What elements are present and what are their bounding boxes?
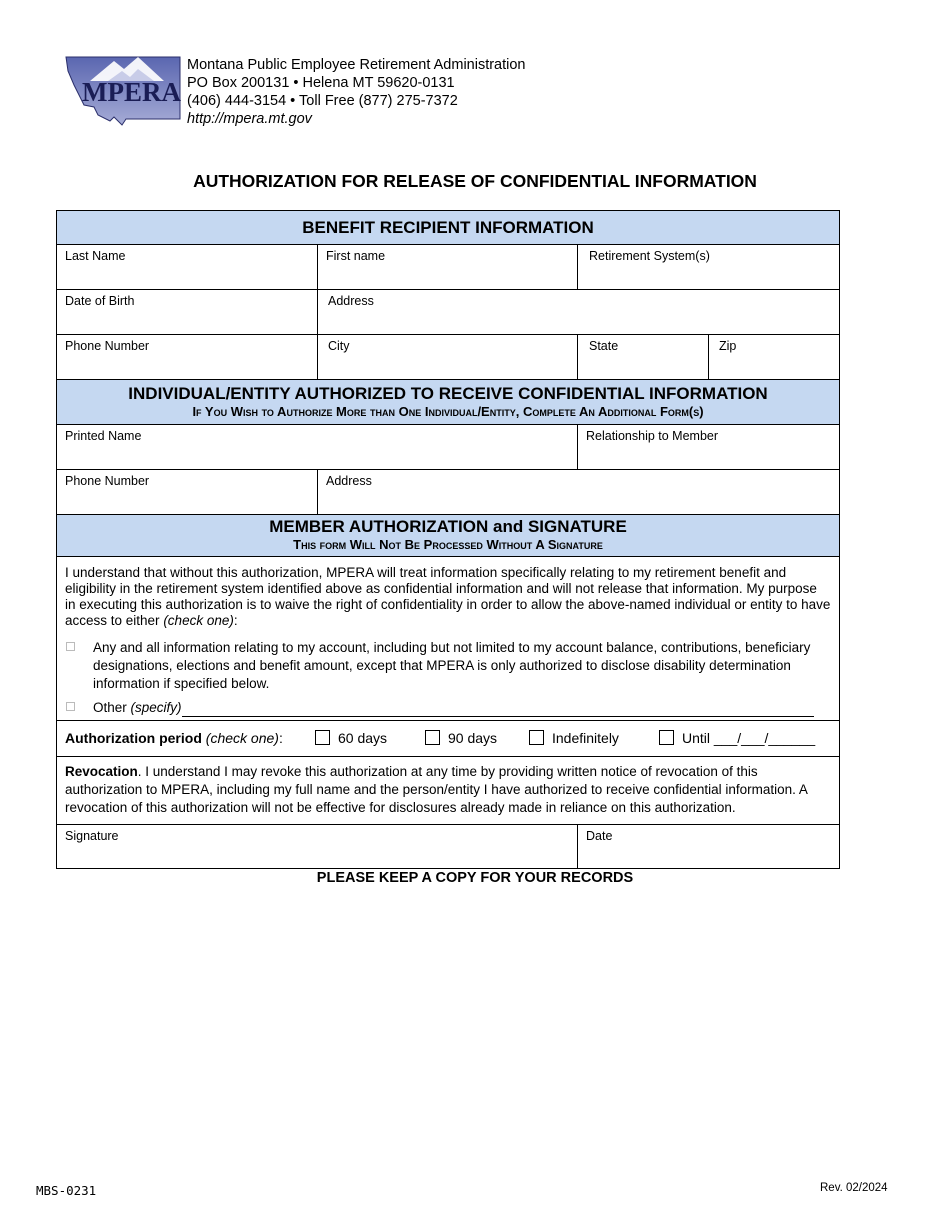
relationship-field[interactable]: Relationship to Member: [578, 425, 840, 470]
org-website[interactable]: http://mpera.mt.gov: [187, 111, 312, 127]
option-all-information[interactable]: Any and all information relating to my account, including but not limited to my account balance, contributions, beneficiary designations, elections and benefit amount, except that MPERA is only authorized to disclose disability determination information if specified below.: [57, 639, 839, 693]
other-specify-line[interactable]: [182, 702, 814, 717]
zip-field[interactable]: Zip: [709, 335, 840, 380]
mpera-logo: [64, 55, 182, 127]
date-of-birth-field[interactable]: Date of Birth: [57, 290, 318, 335]
checkbox-60-days[interactable]: [315, 730, 330, 745]
organization-info: [187, 56, 526, 128]
city-field[interactable]: City: [318, 335, 578, 380]
recipient-address-field[interactable]: Address: [318, 290, 840, 335]
org-phones: (406) 444-3154 • Toll Free (877) 275-7372: [187, 93, 458, 109]
release-form: [56, 210, 839, 869]
org-name: Montana Public Employee Retirement Administration: [187, 57, 526, 73]
page-title: AUTHORIZATION FOR RELEASE OF CONFIDENTIAL INFORMATION: [193, 171, 757, 191]
form-number: MBS-0231: [36, 1183, 97, 1198]
revocation-statement: Revocation. I understand I may revoke this authorization at any time by providing written notice of revocation of this authorization to MPERA, including my full name and the person/entity I have authorized to receive confidential information. A revocation of this authorization will not be effective for disclosures already made in reliance on this authorization.: [57, 757, 840, 825]
section-header-recipient: BENEFIT RECIPIENT INFORMATION: [57, 211, 840, 245]
authorization-statement: I understand that without this authorization, MPERA will treat information specifically relating to my retirement benefit and eligibility in the retirement system identified above as confidential information and will not release that information. My purpose in executing this authorization is to waive the right of confidentiality in order to allow the above-named individual or entity to have access to either (check one): Any and all information relating to my account, including but not limited to my account balance, contributions, beneficiary designations, elections and benefit amount, except that MPERA is only authorized to disclose disability determination information if specified below. Other (specify): [57, 557, 840, 721]
section-header-authorized: INDIVIDUAL/ENTITY AUTHORIZED TO RECEIVE CONFIDENTIAL INFORMATION If You Wish to Authorize More than One Individual/Entity, Complete An Additional Form(s): [57, 380, 840, 425]
authorized-phone-field[interactable]: Phone Number: [57, 470, 318, 515]
checkbox-until[interactable]: [659, 730, 674, 745]
checkbox-other[interactable]: [66, 702, 75, 711]
recipient-phone-field[interactable]: Phone Number: [57, 335, 318, 380]
checkbox-90-days[interactable]: [425, 730, 440, 745]
revision-date: Rev. 02/2024: [820, 1182, 888, 1194]
period-90-days[interactable]: 90 days: [425, 730, 497, 746]
signature-field[interactable]: Signature: [57, 825, 578, 869]
retirement-systems-field[interactable]: Retirement System(s): [578, 245, 840, 290]
checkbox-all-information[interactable]: [66, 642, 75, 651]
printed-name-field[interactable]: Printed Name: [57, 425, 578, 470]
section-header-member: MEMBER AUTHORIZATION and SIGNATURE This form Will Not Be Processed Without A Signature: [57, 515, 840, 557]
keep-copy-notice: PLEASE KEEP A COPY FOR YOUR RECORDS: [316, 870, 634, 886]
state-field[interactable]: State: [578, 335, 709, 380]
option-other[interactable]: Other (specify): [57, 699, 839, 717]
org-address: PO Box 200131 • Helena MT 59620-0131: [187, 75, 455, 91]
authorized-address-field[interactable]: Address: [318, 470, 840, 515]
last-name-field[interactable]: Last Name: [57, 245, 318, 290]
period-60-days[interactable]: 60 days: [315, 730, 387, 746]
svg-text:MPERA: MPERA: [82, 77, 181, 107]
period-until[interactable]: Until ___/___/______: [659, 730, 815, 746]
period-indefinitely[interactable]: Indefinitely: [529, 730, 619, 746]
first-name-field[interactable]: First name: [318, 245, 578, 290]
form-grid: [56, 210, 840, 869]
authorization-period-row: Authorization period (check one): 60 days 90 days Indefinitely Until ___/___/______: [57, 721, 840, 757]
checkbox-indefinitely[interactable]: [529, 730, 544, 745]
date-field[interactable]: Date: [578, 825, 840, 869]
